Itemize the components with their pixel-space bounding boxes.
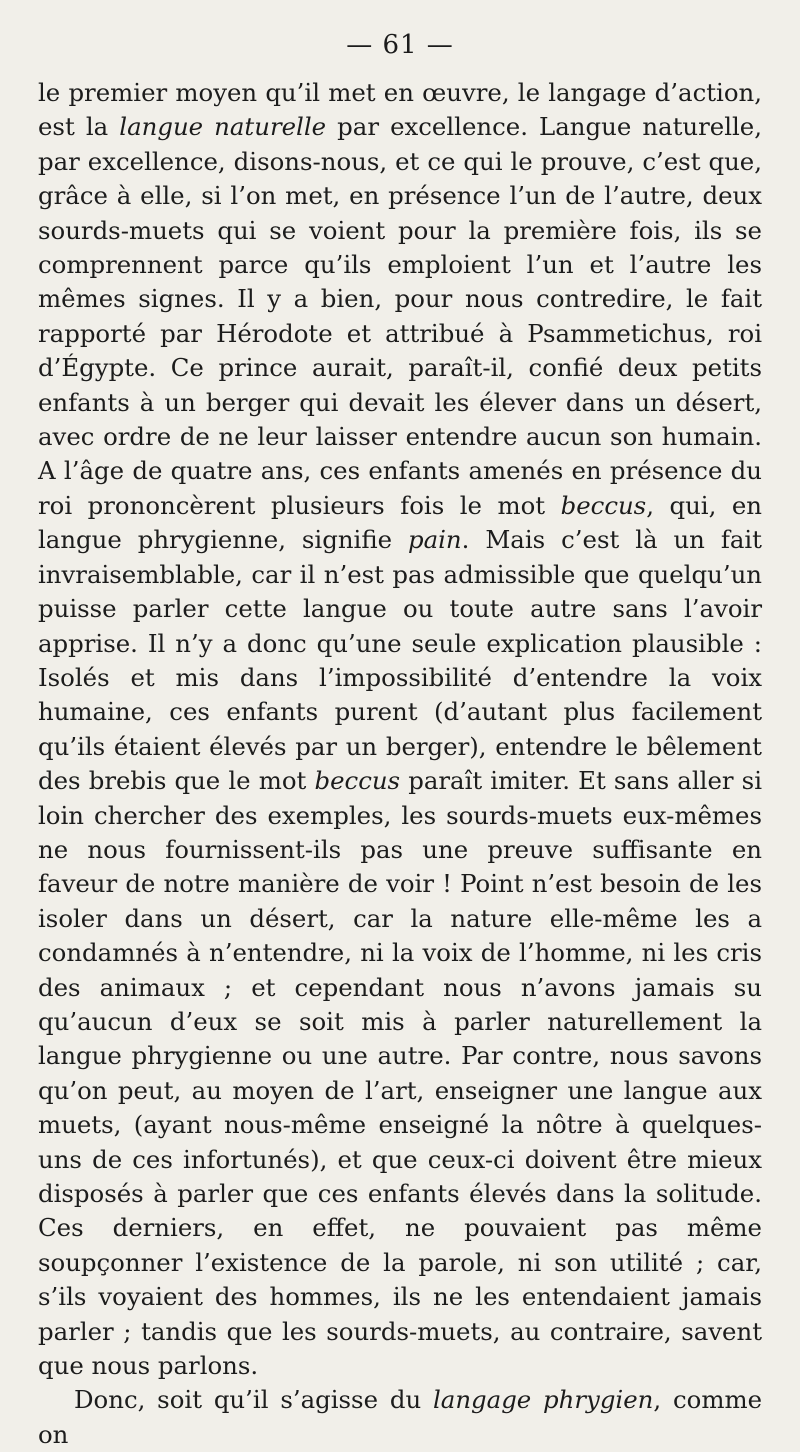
italic-text: pain bbox=[407, 525, 462, 555]
italic-text: beccus bbox=[314, 766, 401, 796]
text-run: . Mais c’est là un fait invraisemblable, car il n’est pas admissible que quelqu’un puisse parler cette langue ou toute autre sans l’avoir apprise. Il n’y a donc qu’une seule explication plausible : Isolés et mis dans l’impossibilité d’entendre la voix humaine, ces enfants purent (d’autant plus facilement qu’ils étaient élevés par un berger), entendre le bêlement des brebis que le mot bbox=[38, 525, 762, 796]
paragraph bbox=[38, 76, 762, 1383]
italic-text: langage phrygien bbox=[432, 1385, 654, 1415]
text-run: paraît imiter. Et sans aller si loin chercher des exemples, les sourds-muets eux-mêmes ne nous fournissent-ils pas une preuve suffisante en faveur de notre manière de voir ! Point n’est besoin de les isoler dans un désert, car la nature elle-même les a condamnés à n’entendre, ni la voix de l’homme, ni les cris des animaux ; et cependant nous n’avons jamais su qu’aucun d’eux se soit mis à parler naturellement la langue phrygienne ou une autre. Par contre, nous savons qu’on peut, au moyen de l’art, enseigner une langue aux muets, (ayant nous-même enseigné la nôtre à quelques-uns de ces infortunés), et que ceux-ci doivent être mieux disposés à parler que ces enfants élevés dans la solitude. Ces derniers, en effet, ne pouvaient pas même soupçonner l’existence de la parole, ni son utilité ; car, s’ils voyaient des hommes, ils ne les entendaient jamais parler ; tandis que les sourds-muets, au contraire, savent que nous parlons. bbox=[38, 766, 762, 1381]
body-text bbox=[38, 76, 762, 1452]
text-run: , comme on bbox=[38, 1385, 763, 1449]
italic-text: beccus bbox=[560, 490, 647, 520]
text-run: par excellence. Langue naturelle, par excellence, disons-nous, et ce qui le prouve, c’est que, grâce à elle, si l’on met, en présence l’un de l’autre, deux sourds-muets qui se voient pour la première fois, ils se comprennent parce qu’ils emploient l’un et l’autre les mêmes signes. Il y a bien, pour nous contredire, le fait rapporté par Hérodote et attribué à Psammetichus, roi d’Égypte. Ce prince aurait, paraît-il, confié deux petits enfants à un berger qui devait les élever dans un désert, avec ordre de ne leur laisser entendre aucun son humain. A l’âge de quatre ans, ces enfants amenés en présence du roi prononcèrent plusieurs fois le mot bbox=[38, 112, 762, 520]
page-number: — 61 — bbox=[346, 30, 454, 60]
text-run: , qui, en langue phrygienne, signifie bbox=[38, 490, 762, 555]
text-run: Donc, soit qu’il s’agisse du bbox=[74, 1385, 433, 1415]
paragraph bbox=[38, 1383, 762, 1452]
italic-text: langue naturelle bbox=[119, 112, 327, 142]
text-run: le premier moyen qu’il met en œuvre, le langage d’action, est la bbox=[38, 78, 762, 142]
